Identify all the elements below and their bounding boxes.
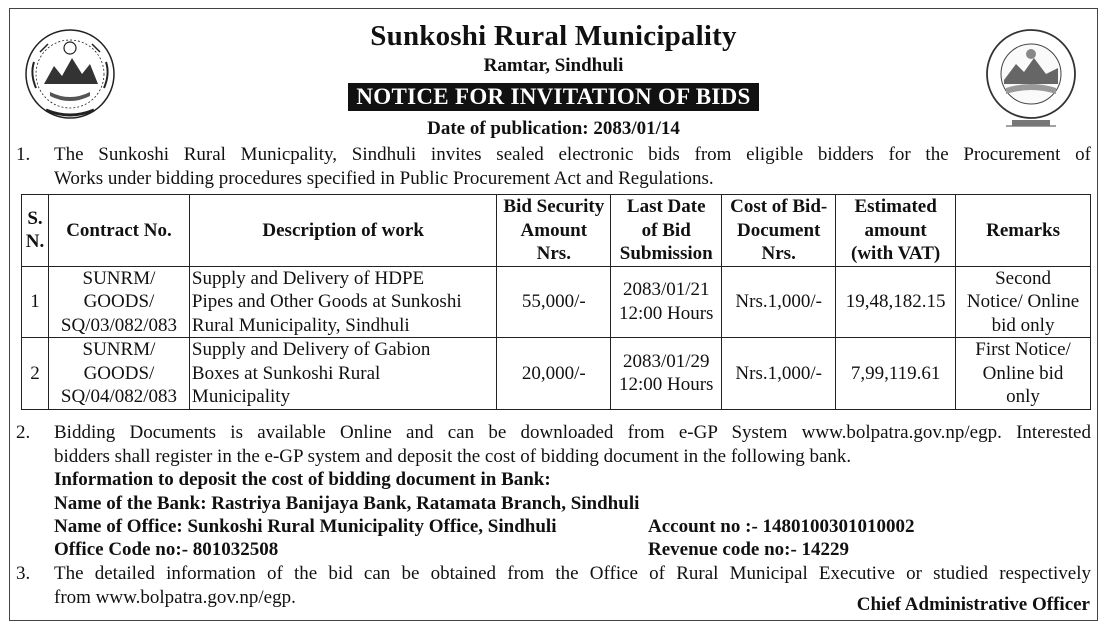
header-remarks: Remarks bbox=[956, 195, 1091, 267]
paragraph-line: Works under bidding procedures specified in Public Procurement Act and Regulations. bbox=[54, 167, 714, 189]
signature-title: Chief Administrative Officer bbox=[856, 594, 1090, 615]
cell-doc-cost: Nrs.1,000/- bbox=[722, 266, 836, 338]
paragraph-line: Bidding Documents is available Online and can be downloaded from e-GP System www.bolpatra.gov.np/egp. Interested bbox=[54, 422, 1091, 443]
paragraph-number: 2. bbox=[16, 422, 31, 443]
header-last-date: Last Date of Bid Submission bbox=[611, 195, 722, 267]
municipality-title: Sunkoshi Rural Municipality bbox=[370, 20, 737, 52]
cell-description: Supply and Delivery of HDPE Pipes and Other Goods at Sunkoshi Rural Municipality, Sindhuli bbox=[189, 266, 496, 338]
cell-bid-security: 55,000/- bbox=[497, 266, 611, 338]
bank-name: Name of the Bank: Rastriya Banijaya Bank, Ratamata Branch, Sindhuli bbox=[54, 492, 640, 514]
table-header-row bbox=[22, 195, 1091, 267]
header-bid-security: Bid Security Amount Nrs. bbox=[497, 195, 611, 267]
header-estimate: Estimated amount (with VAT) bbox=[836, 195, 956, 267]
notice-title: NOTICE FOR INVITATION OF BIDS bbox=[348, 83, 758, 111]
publication-date: Date of publication: 2083/01/14 bbox=[427, 118, 680, 139]
paragraph-line: The detailed information of the bid can be obtained from the Office of Rural Municipal Executive or studied respectively bbox=[54, 563, 1091, 584]
office-name: Name of Office: Sunkoshi Rural Municipality Office, Sindhuli bbox=[54, 516, 557, 537]
bids-table bbox=[21, 194, 1091, 410]
municipality-address: Ramtar, Sindhuli bbox=[483, 55, 624, 76]
paragraph-line: The Sunkoshi Rural Municpality, Sindhuli invites sealed electronic bids from eligible bidders for the Procurement of bbox=[54, 144, 1091, 165]
office-code: Office Code no:- 801032508 bbox=[54, 539, 279, 560]
paragraph-line: from www.bolpatra.gov.np/egp. bbox=[54, 586, 296, 608]
header-description: Description of work bbox=[189, 195, 496, 267]
cell-remarks: First Notice/ Online bid only bbox=[956, 338, 1091, 410]
cell-sn: 1 bbox=[22, 266, 49, 338]
table-row bbox=[22, 338, 1091, 410]
paragraph-1 bbox=[16, 143, 1091, 190]
cell-last-date: 2083/01/21 12:00 Hours bbox=[611, 266, 722, 338]
paragraph-number: 1. bbox=[16, 144, 31, 165]
cell-estimate: 19,48,182.15 bbox=[836, 266, 956, 338]
paragraph-2 bbox=[16, 421, 1091, 515]
account-number: Account no :- 1480100301010002 bbox=[648, 516, 915, 537]
paragraph-line: bidders shall register in the e-GP system and deposit the cost of bidding document in the following bank. bbox=[54, 445, 852, 467]
cell-remarks: Second Notice/ Online bid only bbox=[956, 266, 1091, 338]
table-row bbox=[22, 266, 1091, 338]
cell-contract: SUNRM/ GOODS/ SQ/03/082/083 bbox=[48, 266, 189, 338]
cell-description: Supply and Delivery of Gabion Boxes at Sunkoshi Rural Municipality bbox=[189, 338, 496, 410]
cell-contract: SUNRM/ GOODS/ SQ/04/082/083 bbox=[48, 338, 189, 410]
cell-last-date: 2083/01/29 12:00 Hours bbox=[611, 338, 722, 410]
cell-estimate: 7,99,119.61 bbox=[836, 338, 956, 410]
cell-sn: 2 bbox=[22, 338, 49, 410]
cell-doc-cost: Nrs.1,000/- bbox=[722, 338, 836, 410]
header-sn: S. N. bbox=[22, 195, 49, 267]
cell-bid-security: 20,000/- bbox=[497, 338, 611, 410]
header-contract: Contract No. bbox=[48, 195, 189, 267]
bank-info-heading: Information to deposit the cost of bidding document in Bank: bbox=[54, 469, 551, 490]
notice-title-wrap bbox=[0, 83, 1107, 111]
paragraph-number: 3. bbox=[16, 563, 31, 584]
revenue-code: Revenue code no:- 14229 bbox=[648, 539, 850, 560]
header-doc-cost: Cost of Bid- Document Nrs. bbox=[722, 195, 836, 267]
